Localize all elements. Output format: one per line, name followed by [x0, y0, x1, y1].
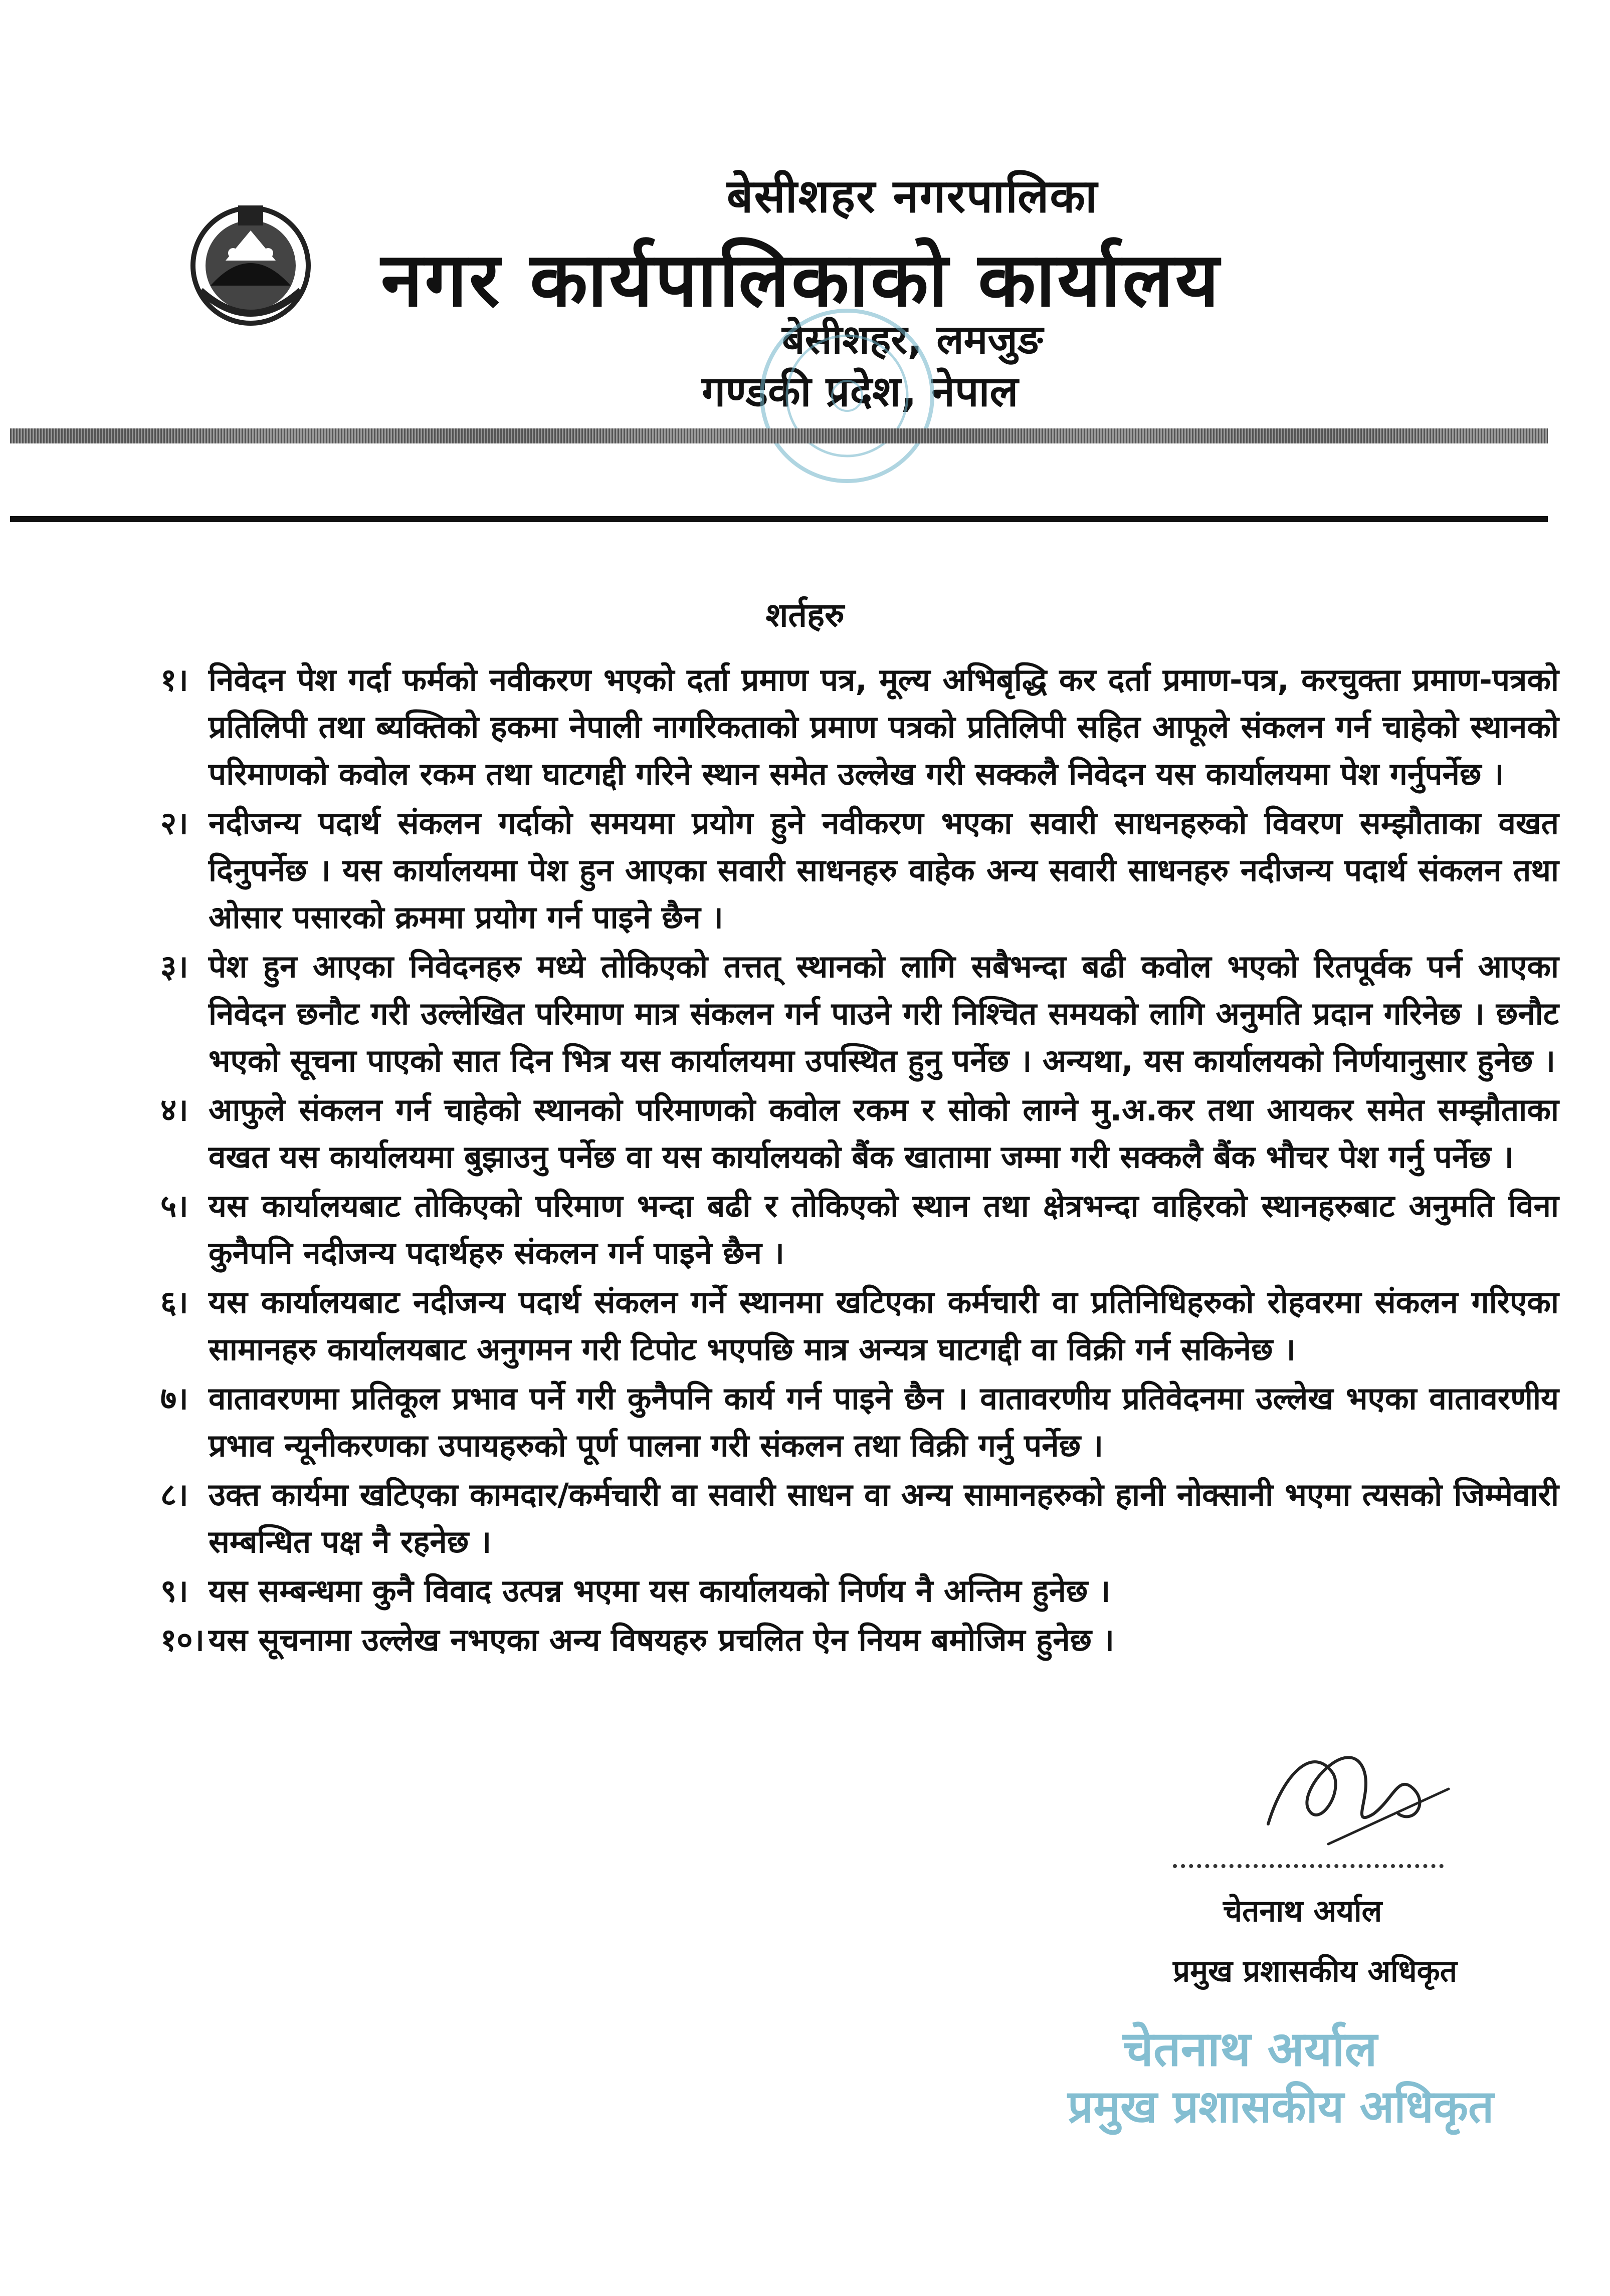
term-text: यस सम्बन्धमा कुनै विवाद उत्पन्न भएमा यस कार्यालयको निर्णय नै अन्तिम हुनेछ । [209, 1572, 1111, 1609]
term-item [160, 1086, 1559, 1181]
term-item [160, 1279, 1559, 1373]
term-item [160, 1183, 1559, 1277]
term-number: १। [160, 661, 188, 698]
term-number: ६। [160, 1284, 188, 1320]
term-number: २। [160, 805, 188, 841]
term-text: निवेदन पेश गर्दा फर्मको नवीकरण भएको दर्ता प्रमाण पत्र, मूल्य अभिबृद्धि कर दर्ता प्रमाण-पत्र, करचुक्ता प्रमाण-पत्रको प्रतिलिपी तथा ब्यक्तिको हकमा नेपाली नागरिकताको प्रमाण पत्रको प्रतिलिपी सहित आफूले संकलन गर्न चाहेको स्थानको परिमाणको कवोल रकम तथा घाटगद्दी गरिने स्थान समेत उल्लेख गरी सक्कलै निवेदन यस कार्यालयमा पेश गर्नुपर्नेछ । [209, 661, 1559, 792]
term-item [160, 1617, 1559, 1664]
signatory-name: चेतनाथ अर्याल [1223, 1894, 1382, 1929]
terms-heading: शर्तहरु [765, 596, 845, 634]
header-divider-thick [10, 428, 1548, 443]
term-item [160, 1567, 1559, 1615]
signature-icon [1248, 1714, 1459, 1874]
office-name: नगर कार्यपालिकाको कार्यालय [381, 237, 1221, 324]
term-text: उक्त कार्यमा खटिएका कामदार/कर्मचारी वा सवारी साधन वा अन्य सामानहरुको हानी नोक्सानी भएमा त्यसको जिम्मेवारी सम्बन्धित पक्ष नै रहनेछ । [209, 1476, 1559, 1560]
office-province: गण्डकी प्रदेश, नेपाल [702, 367, 1019, 416]
term-number: ९। [160, 1572, 188, 1609]
nepal-emblem-icon [180, 185, 321, 336]
term-number: ४। [160, 1091, 188, 1128]
term-item [160, 1375, 1559, 1469]
term-item [160, 656, 1559, 798]
term-text: यस कार्यालयबाट तोकिएको परिमाण भन्दा बढी र तोकिएको स्थान तथा क्षेत्रभन्दा वाहिरको स्थानहरुबाट अनुमति विना कुनैपनि नदीजन्य पदार्थहरु संकलन गर्न पाइने छैन । [209, 1188, 1559, 1271]
terms-list [160, 656, 1559, 1666]
term-number: ८। [160, 1476, 188, 1513]
term-item [160, 943, 1559, 1084]
signature-line [1173, 1864, 1444, 1868]
term-number: ७। [160, 1380, 188, 1417]
term-number: ३। [160, 948, 188, 985]
office-location: बेसीशहर, लमजुङ [782, 316, 1043, 363]
stamp-name: चेतनाथ अर्याल [1123, 2021, 1377, 2077]
term-text: आफुले संकलन गर्न चाहेको स्थानको परिमाणको कवोल रकम र सोको लाग्ने मु.अ.कर तथा आयकर समेत सम्झौताका वखत यस कार्यालयमा बुझाउनु पर्नेछ वा यस कार्यालयको बैंक खातामा जम्मा गरी सक्कलै बैंक भौचर पेश गर्नु पर्नेछ । [209, 1091, 1559, 1175]
term-number: १०। [160, 1622, 205, 1658]
term-text: यस सूचनामा उल्लेख नभएका अन्य विषयहरु प्रचलित ऐन नियम बमोजिम हुनेछ । [209, 1622, 1115, 1658]
term-text: नदीजन्य पदार्थ संकलन गर्दाको समयमा प्रयोग हुने नवीकरण भएका सवारी साधनहरुको विवरण सम्झौताका वखत दिनुपर्नेछ । यस कार्यालयमा पेश हुन आएका सवारी साधनहरु वाहेक अन्य सवारी साधनहरु नदीजन्य पदार्थ संकलन तथा ओसार पसारको क्रममा प्रयोग गर्न पाइने छैन । [209, 805, 1559, 936]
term-item [160, 800, 1559, 941]
term-text: यस कार्यालयबाट नदीजन्य पदार्थ संकलन गर्ने स्थानमा खटिएका कर्मचारी वा प्रतिनिधिहरुको रोहवरमा संकलन गरिएका सामानहरु कार्यालयबाट अनुगमन गरी टिपोट भएपछि मात्र अन्यत्र घाटगद्दी वा विक्री गर्न सकिनेछ । [209, 1284, 1559, 1367]
stamp-title: प्रमुख प्रशासकीय अधिकृत [1068, 2081, 1494, 2133]
term-text: पेश हुन आएका निवेदनहरु मध्ये तोकिएको तत्तत् स्थानको लागि सबैभन्दा बढी कवोल भएको रितपूर्वक पर्न आएका निवेदन छनौट गरी उल्लेखित परिमाण मात्र संकलन गर्न पाउने गरी निश्चित समयको लागि अनुमति प्रदान गरिनेछ । छनौट भएको सूचना पाएको सात दिन भित्र यस कार्यालयमा उपस्थित हुनु पर्नेछ । अन्यथा, यस कार्यालयको निर्णयानुसार हुनेछ । [209, 948, 1559, 1079]
term-text: वातावरणमा प्रतिकूल प्रभाव पर्ने गरी कुनैपनि कार्य गर्न पाइने छैन । वातावरणीय प्रतिवेदनमा उल्लेख भएका वातावरणीय प्रभाव न्यूनीकरणका उपायहरुको पूर्ण पालना गरी संकलन तथा विक्री गर्नु पर्नेछ । [209, 1380, 1559, 1464]
term-item [160, 1471, 1559, 1565]
signatory-title: प्रमुख प्रशासकीय अधिकृत [1173, 1954, 1457, 1989]
municipality-name: बेसीशहर नगरपालिका [727, 169, 1098, 223]
header-divider-thin [10, 516, 1548, 522]
office-seal-icon [752, 281, 942, 511]
term-number: ५। [160, 1188, 188, 1224]
